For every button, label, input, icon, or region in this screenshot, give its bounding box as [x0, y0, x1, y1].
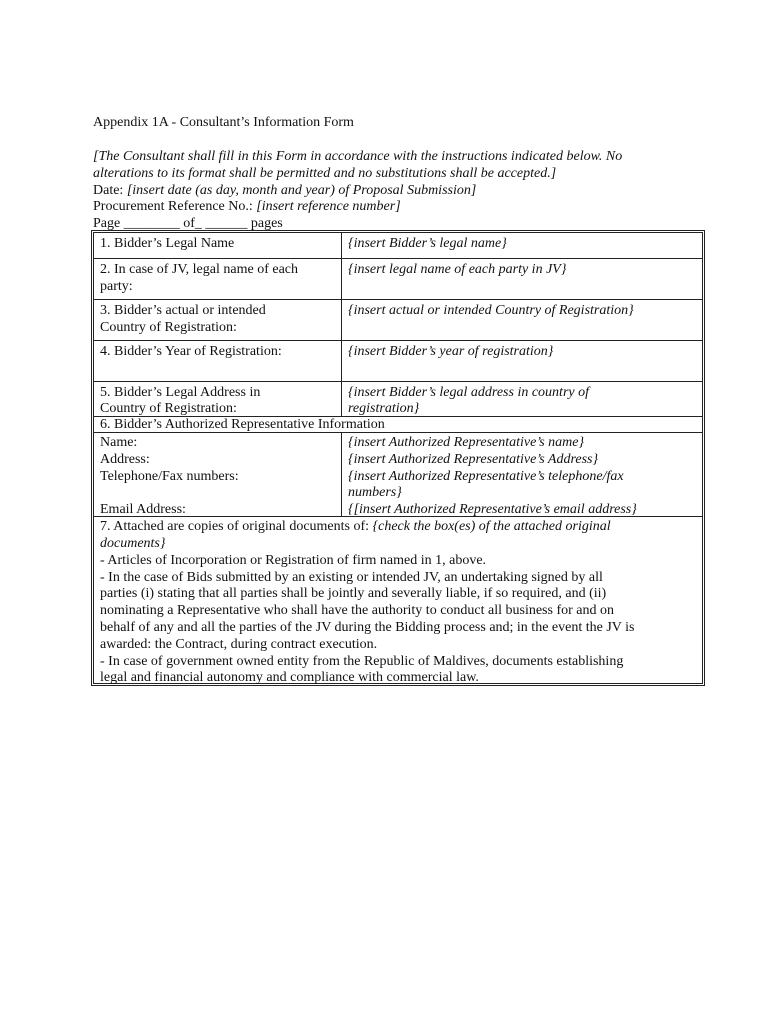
reference-value: [insert reference number] [256, 199, 401, 214]
row1-value: {insert Bidder’s legal name} [348, 236, 507, 251]
row7-item3-line1: - In case of government owned entity from the Republic of Maldives, documents establishing [100, 654, 624, 669]
row2-value: {insert legal name of each party in JV} [348, 262, 567, 277]
row-divider [94, 299, 702, 300]
row5-label-line1: 5. Bidder’s Legal Address in [100, 385, 261, 400]
row2-label-line2: party: [100, 279, 133, 294]
page-count-line: Page ________ of_ ______ pages [93, 216, 283, 231]
form-title: Appendix 1A - Consultant’s Information Form [93, 115, 354, 130]
row7-intro-italic: {check the box(es) of the attached original [372, 519, 611, 534]
date-value: [insert date (as day, month and year) of Proposal Submission] [126, 183, 477, 198]
rep-phone-label: Telephone/Fax numbers: [100, 469, 239, 484]
instruction-line-2: alterations to its format shall be permitted and no substitutions shall be accepted.] [93, 166, 557, 181]
reference-label: Procurement Reference No.: [93, 199, 257, 214]
information-table [91, 230, 705, 686]
rep-email-label: Email Address: [100, 502, 186, 517]
instruction-line-1: [The Consultant shall fill in this Form in accordance with the instructions indicated below. No [93, 149, 623, 164]
row5-value-line2: registration} [348, 401, 420, 416]
row7-item2-line3: nominating a Representative who shall have the authority to conduct all business for and on [100, 603, 614, 618]
row7-intro: 7. Attached are copies of original documents of: [100, 519, 373, 534]
rep-address-value: {insert Authorized Representative’s Address} [348, 452, 599, 467]
row4-value: {insert Bidder’s year of registration} [348, 344, 554, 359]
row7-intro-line [100, 518, 611, 535]
row7-item2-line5: awarded: the Contract, during contract execution. [100, 637, 378, 652]
rep-name-label: Name: [100, 435, 138, 450]
row-divider [94, 381, 702, 382]
row-divider [94, 258, 702, 259]
row7-item2-line4: behalf of any and all the parties of the JV during the Bidding process and; in the event the JV is [100, 620, 635, 635]
column-divider [341, 233, 342, 416]
row-divider [94, 340, 702, 341]
row7-item2-line1: - In the case of Bids submitted by an existing or intended JV, an undertaking signed by all [100, 570, 603, 585]
row1-label: 1. Bidder’s Legal Name [100, 236, 235, 251]
rep-phone-value-line1: {insert Authorized Representative’s telephone/fax [348, 469, 624, 484]
row3-label-line2: Country of Registration: [100, 320, 237, 335]
date-label: Date: [93, 183, 127, 198]
column-divider [341, 432, 342, 516]
rep-phone-value-line2: numbers} [348, 485, 402, 500]
row2-label-line1: 2. In case of JV, legal name of each [100, 262, 298, 277]
row6-heading: 6. Bidder’s Authorized Representative Information [100, 417, 385, 432]
date-line [93, 182, 476, 199]
rep-address-label: Address: [100, 452, 150, 467]
row3-value: {insert actual or intended Country of Registration} [348, 303, 634, 318]
row7-intro-italic-line2: documents} [100, 536, 166, 551]
rep-email-value: {[insert Authorized Representative’s email address} [348, 502, 637, 517]
row7-item1: - Articles of Incorporation or Registration of firm named in 1, above. [100, 553, 487, 568]
reference-line [93, 198, 401, 215]
row3-label-line1: 3. Bidder’s actual or intended [100, 303, 266, 318]
rep-name-value: {insert Authorized Representative’s name} [348, 435, 585, 450]
row7-item2-line2: parties (i) stating that all parties shall be jointly and severally liable, if so required, and (ii) [100, 586, 607, 601]
table-inner-border [93, 232, 703, 684]
row5-value-line1: {insert Bidder’s legal address in country of [348, 385, 589, 400]
row5-label-line2: Country of Registration: [100, 401, 237, 416]
row7-item3-line2: legal and financial autonomy and compliance with commercial law. [100, 670, 479, 685]
row4-label: 4. Bidder’s Year of Registration: [100, 344, 282, 359]
